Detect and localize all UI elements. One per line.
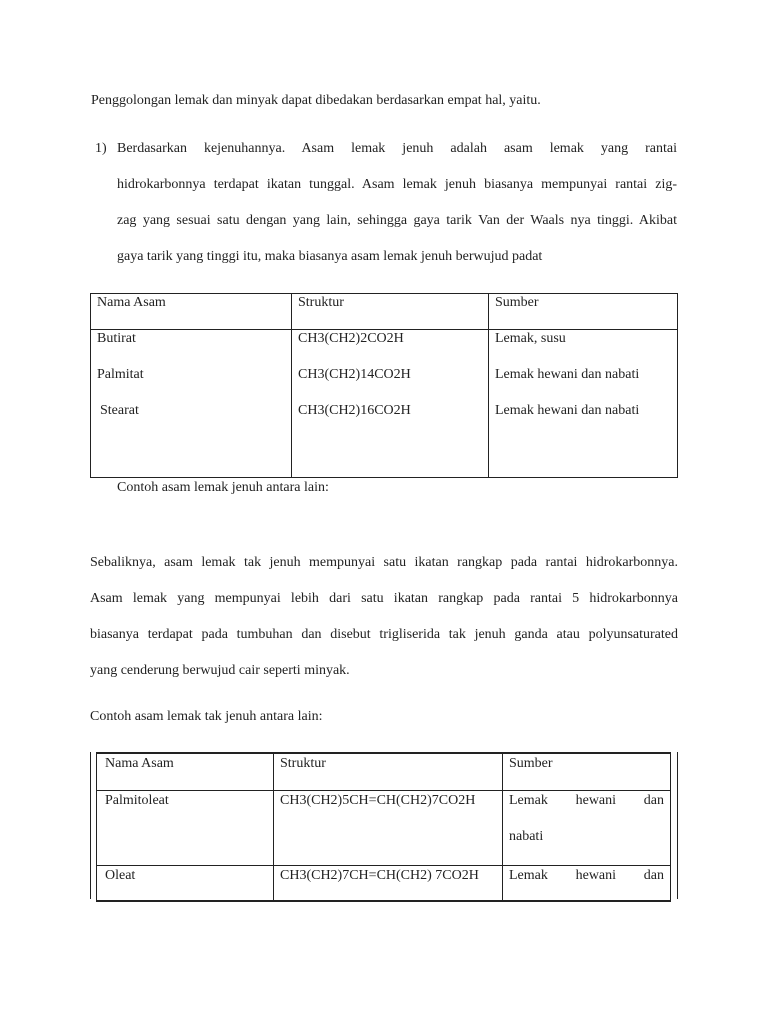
paragraph-line: Berdasarkan kejenuhannya. Asam lemak jenuh adalah asam lemak yang rantai [117,141,677,156]
paragraph-line: biasanya terdapat pada tumbuhan dan disebut trigliserida tak jenuh ganda atau polyunsaturated [90,627,678,642]
paragraph-line: yang cenderung berwujud cair seperti minyak. [90,663,350,678]
acid-structure: CH3(CH2)14CO2H [298,367,411,382]
paragraph-line: Asam lemak yang mempunyai lebih dari satu ikatan rangkap pada rantai 5 hidrokarbonnya [90,591,678,606]
table-header-cell: Nama Asam [91,294,292,330]
table-cell-sources [489,330,678,478]
table2-outer-frame [90,752,678,899]
acid-source: Lemak hewani dan nabati [495,403,640,418]
table1-caption: Contoh asam lemak jenuh antara lain: [117,480,329,495]
table-cell-structures [292,330,489,478]
table-header-cell: Sumber [503,753,671,790]
acid-name: Palmitat [97,367,144,382]
acid-name: Oleat [97,865,274,901]
table-cell-source [503,790,671,865]
paragraph-line: hidrokarbonnya terdapat ikatan tunggal. Asam lemak jenuh biasanya mempunyai rantai zig- [117,177,677,192]
acid-structure: CH3(CH2)5CH=CH(CH2)7CO2H [274,790,503,865]
acid-source: nabati [509,828,544,844]
acid-structure: CH3(CH2)7CH=CH(CH2) 7CO2H [274,865,503,901]
table-header-cell: Sumber [489,294,678,330]
table-header-cell: Nama Asam [97,753,274,790]
paragraph-unsaturated [90,555,678,699]
acid-name: Butirat [97,331,136,346]
paragraph-line: zag yang sesuai satu dengan yang lain, sehingga gaya tarik Van der Waals nya tinggi. Akibat [117,213,677,228]
saturated-fatty-acids-table [90,293,678,478]
point1-paragraph [117,141,677,285]
table-header-cell: Struktur [274,753,503,790]
unsaturated-fatty-acids-table [96,752,671,902]
acid-source: Lemak hewani dan [509,867,664,883]
table-cell-source [503,865,671,901]
acid-name: Palmitoleat [97,790,274,865]
intro-text: Penggolongan lemak dan minyak dapat dibedakan berdasarkan empat hal, yaitu. [91,93,541,108]
paragraph-line: Sebaliknya, asam lemak tak jenuh mempunyai satu ikatan rangkap pada rantai hidrokarbonnya. [90,555,678,570]
acid-source: Lemak, susu [495,331,566,346]
paragraph-line: gaya tarik yang tinggi itu, maka biasanya asam lemak jenuh berwujud padat [117,249,543,264]
acid-name: Stearat [100,403,139,418]
table-cell-names [91,330,292,478]
acid-source: Lemak hewani dan nabati [495,367,640,382]
list-number: 1) [95,141,107,156]
table-header-cell: Struktur [292,294,489,330]
acid-structure: CH3(CH2)16CO2H [298,403,411,418]
acid-structure: CH3(CH2)2CO2H [298,331,404,346]
table2-caption: Contoh asam lemak tak jenuh antara lain: [90,709,323,724]
acid-source: Lemak hewani dan [509,792,664,808]
